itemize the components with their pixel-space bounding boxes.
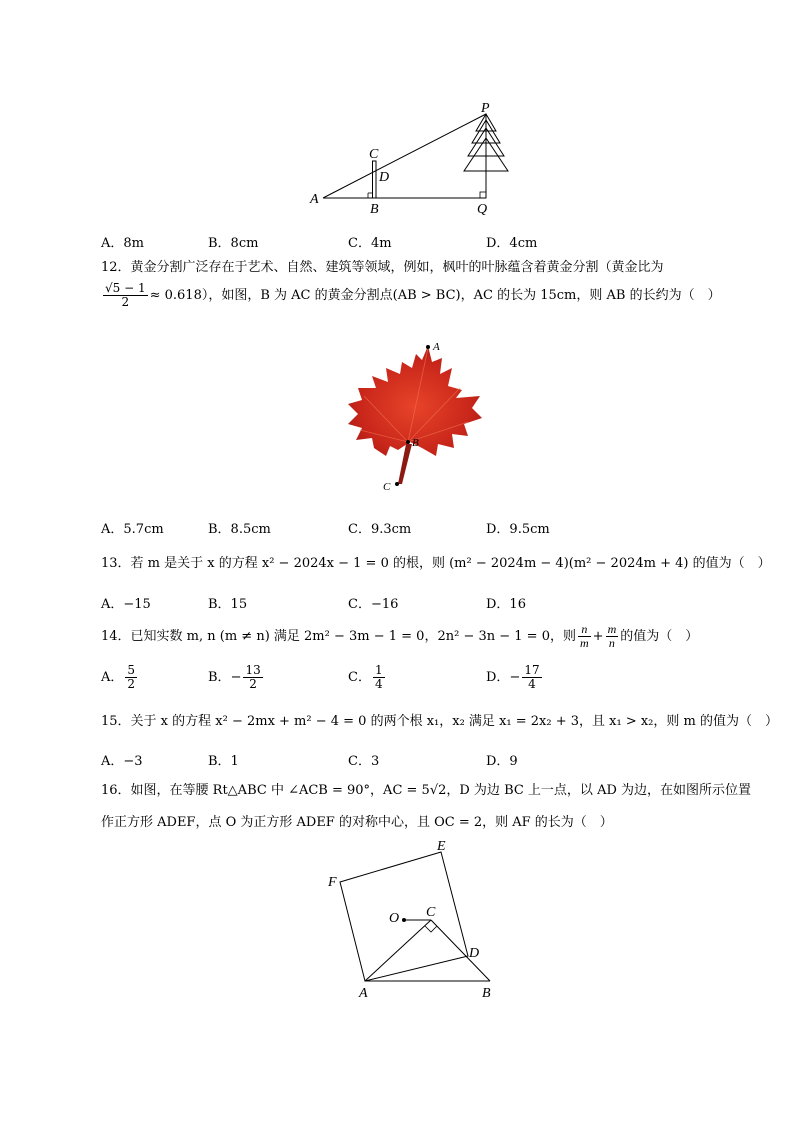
fig1-label-p: P <box>481 101 490 116</box>
square-triangle-figure <box>320 838 510 1003</box>
q12-option-c[interactable]: C．9.3cm <box>348 522 412 537</box>
q14-option-a[interactable]: A． $\frac{5}{2}$ <box>101 663 136 691</box>
fig16-label-a: A <box>359 986 368 1001</box>
golden-ratio-fraction: $\frac{√5 - 1}{2}$ <box>105 281 146 309</box>
q12-option-d[interactable]: D．9.5cm <box>486 522 550 537</box>
q15-stem: 15．关于 x 的方程 x² − 2mx + m² − 4 = 0 的两个根 x₁，x₂ 满足 x₁ = 2x₂ + 3，且 x₁ > x₂，则 m 的值为（ ） <box>101 714 778 729</box>
q13-option-b[interactable]: B．15 <box>208 597 248 612</box>
leaf-label-c: C <box>383 481 391 493</box>
q13-option-c[interactable]: C．−16 <box>348 597 399 612</box>
q12-line1: 12．黄金分割广泛存在于艺术、自然、建筑等领域，例如，枫叶的叶脉蕴含着黄金分割（黄金比为 <box>101 260 664 275</box>
fig1-label-c: C <box>369 147 379 162</box>
q11-option-d[interactable]: D．4cm <box>486 236 538 251</box>
q15-option-c[interactable]: C．3 <box>348 754 380 769</box>
fig16-label-c: C <box>426 905 436 920</box>
q14-stem: 14．已知实数 m, n (m ≠ n) 满足 2m² − 3m − 1 = 0，2n² − 3n − 1 = 0，则 $\frac{n}{m}$ + $\frac{m}{n}$ 的值为（ ） <box>101 622 699 650</box>
q12-option-a[interactable]: A．5.7cm <box>101 522 164 537</box>
fig16-label-f: F <box>328 875 337 890</box>
q13-option-d[interactable]: D．16 <box>486 597 526 612</box>
q15-option-d[interactable]: D．9 <box>486 754 518 769</box>
q13-option-a[interactable]: A．−15 <box>101 597 151 612</box>
fig16-label-e: E <box>437 839 446 854</box>
fig16-label-b: B <box>482 986 491 1001</box>
fig1-label-q: Q <box>477 202 488 217</box>
shadow-tree-figure <box>300 98 530 218</box>
q12-line2: $\frac{√5 - 1}{2}$ ≈ 0.618），如图，B 为 AC 的黄金分割点(AB > BC)，AC 的长为 15cm，则 AB 的长约为（ ） <box>105 281 721 309</box>
q12-option-b[interactable]: B．8.5cm <box>208 522 271 537</box>
q11-option-b[interactable]: B．8cm <box>208 236 259 251</box>
q16-line1: 16．如图，在等腰 Rt△ABC 中 ∠ACB = 90°，AC = 5√2，D 为边 BC 上一点，以 AD 为边，在如图所示位置 <box>101 783 752 798</box>
q14-option-b[interactable]: B．− $\frac{13}{2}$ <box>208 663 261 691</box>
q14-option-d[interactable]: D．− $\frac{17}{4}$ <box>486 663 540 691</box>
q15-option-b[interactable]: B．1 <box>208 754 239 769</box>
q15-option-a[interactable]: A．−3 <box>101 754 143 769</box>
q13-stem: 13．若 m 是关于 x 的方程 x² − 2024x − 1 = 0 的根，则 (m² − 2024m − 4)(m² − 2024m + 4) 的值为（ ） <box>101 556 771 571</box>
fig1-label-b: B <box>370 202 379 217</box>
leaf-label-b: B <box>412 437 419 449</box>
q11-option-c[interactable]: C．4m <box>348 236 392 251</box>
fig16-label-o: O <box>389 911 400 926</box>
fig1-label-a: A <box>310 192 319 207</box>
fig16-label-d: D <box>469 946 480 961</box>
q16-line2: 作正方形 ADEF，点 O 为正方形 ADEF 的对称中心，且 OC = 2，则 AF 的长为（ ） <box>101 815 613 830</box>
q14-option-c[interactable]: C． $\frac{1}{4}$ <box>348 663 383 691</box>
maple-leaf-figure <box>340 338 490 498</box>
fig1-label-d: D <box>379 170 390 185</box>
q11-option-a[interactable]: A．8m <box>101 236 144 251</box>
leaf-label-a: A <box>433 341 440 353</box>
